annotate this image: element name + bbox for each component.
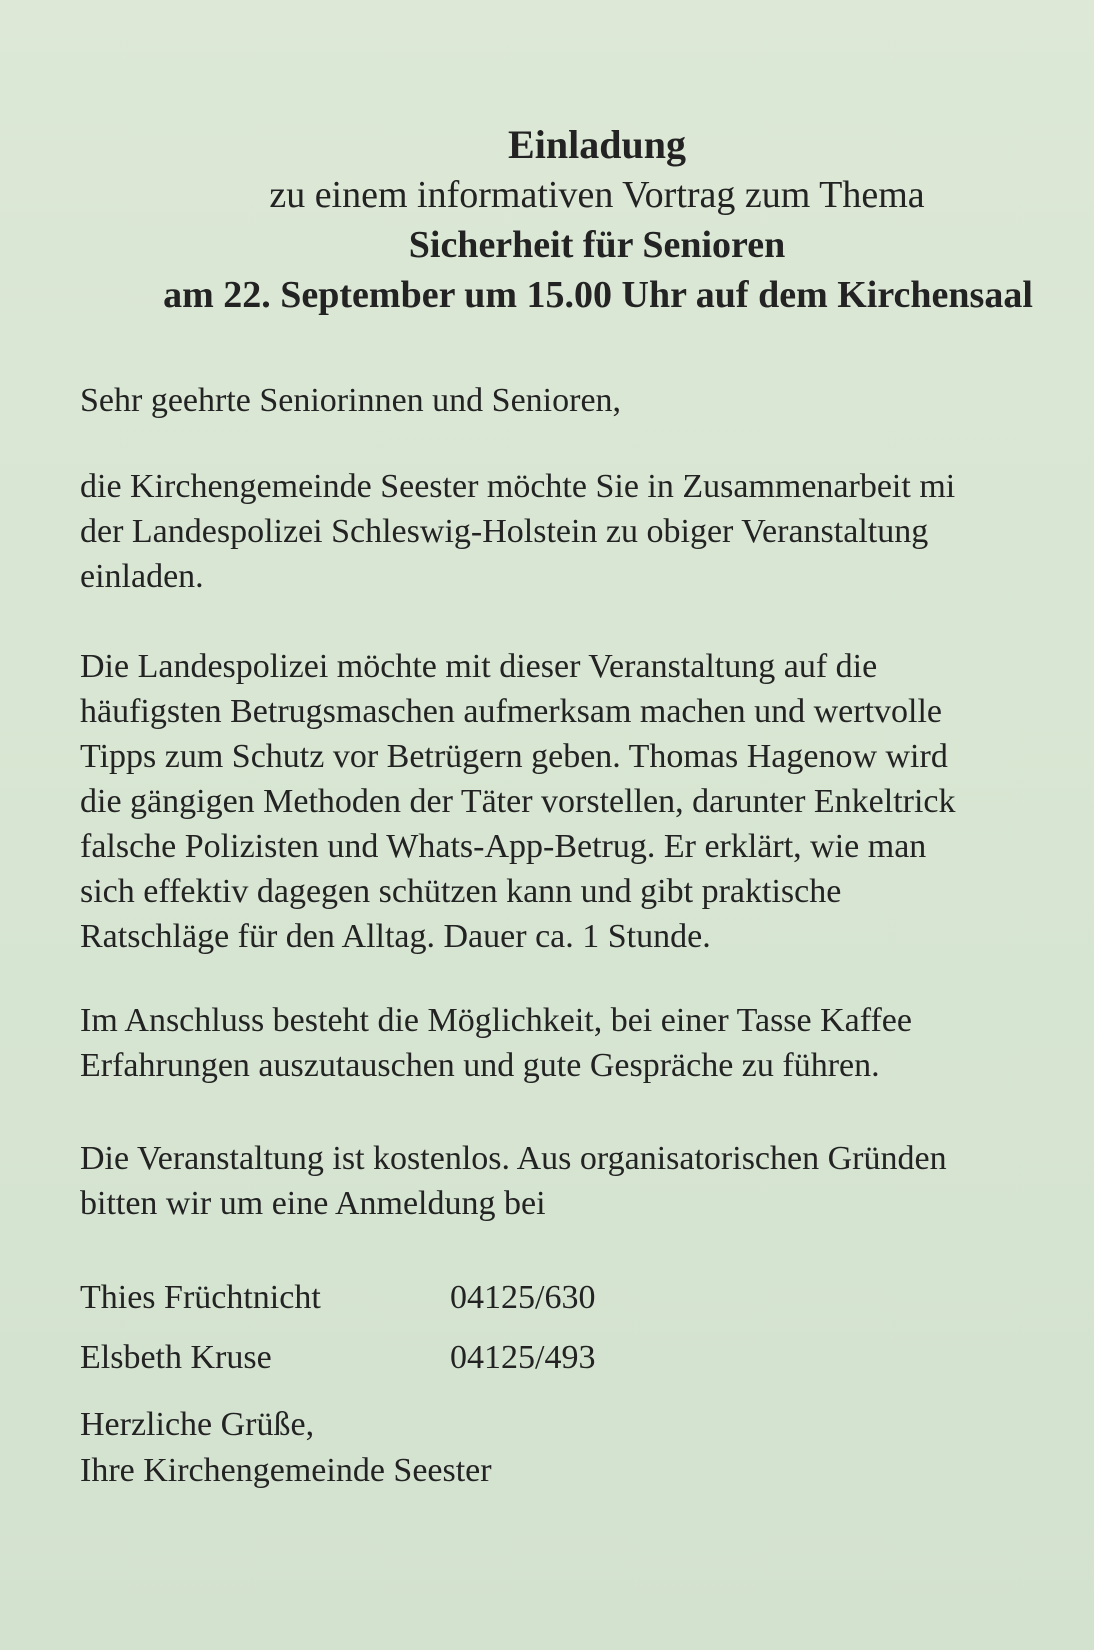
paragraph-invitation [80,464,1080,599]
contact-row [80,1328,595,1388]
contact-phone: 04125/630 [450,1279,596,1316]
paragraph-registration [80,1136,1080,1226]
text-line: bitten wir um eine Anmeldung bei [80,1185,546,1222]
text-line: die gängigen Methoden der Täter vorstellen, darunter Enkeltrick [80,783,956,820]
closing-greeting: Herzliche Grüße, [80,1406,315,1443]
contact-row [80,1268,595,1328]
invitation-title: Einladung [508,122,686,167]
text-line: Im Anschluss besteht die Möglichkeit, bei einer Tasse Kaffee [80,1002,912,1039]
text-line: Die Landespolizei möchte mit dieser Veranstaltung auf die [80,648,878,685]
text-line: Erfahrungen auszutauschen und gute Gespräche zu führen. [80,1047,880,1084]
closing-signature: Ihre Kirchengemeinde Seester [80,1452,492,1489]
salutation-text: Sehr geehrte Seniorinnen und Senioren, [80,382,622,419]
contact-list [80,1268,595,1388]
invitation-header [0,120,1094,320]
paragraph-description [80,644,1080,959]
text-line: falsche Polizisten und Whats-App-Betrug. Er erklärt, wie man [80,828,927,865]
invitation-subtitle: zu einem informativen Vortrag zum Thema [269,174,925,216]
lecture-topic: Sicherheit für Senioren [408,224,786,266]
text-line: einladen. [80,558,204,595]
contact-name: Elsbeth Kruse [80,1339,272,1376]
text-line: der Landespolizei Schleswig-Holstein zu obiger Veranstaltung [80,513,929,550]
text-line: Ratschläge für den Alltag. Dauer ca. 1 Stunde. [80,918,711,955]
event-date-location: am 22. September um 15.00 Uhr auf dem Kirchensaal [163,274,1033,316]
text-line: die Kirchengemeinde Seester möchte Sie in Zusammenarbeit mi [80,468,956,505]
contact-phone: 04125/493 [450,1339,596,1376]
salutation [80,378,1080,423]
text-line: häufigsten Betrugsmaschen aufmerksam machen und wertvolle [80,693,943,730]
paragraph-coffee [80,998,1080,1088]
text-line: Tipps zum Schutz vor Betrügern geben. Thomas Hagenow wird [80,738,948,775]
text-line: Die Veranstaltung ist kostenlos. Aus organisatorischen Gründen [80,1140,947,1177]
text-line: sich effektiv dagegen schützen kann und gibt praktische [80,873,842,910]
contact-name: Thies Früchtnicht [80,1279,321,1316]
closing [80,1402,492,1494]
